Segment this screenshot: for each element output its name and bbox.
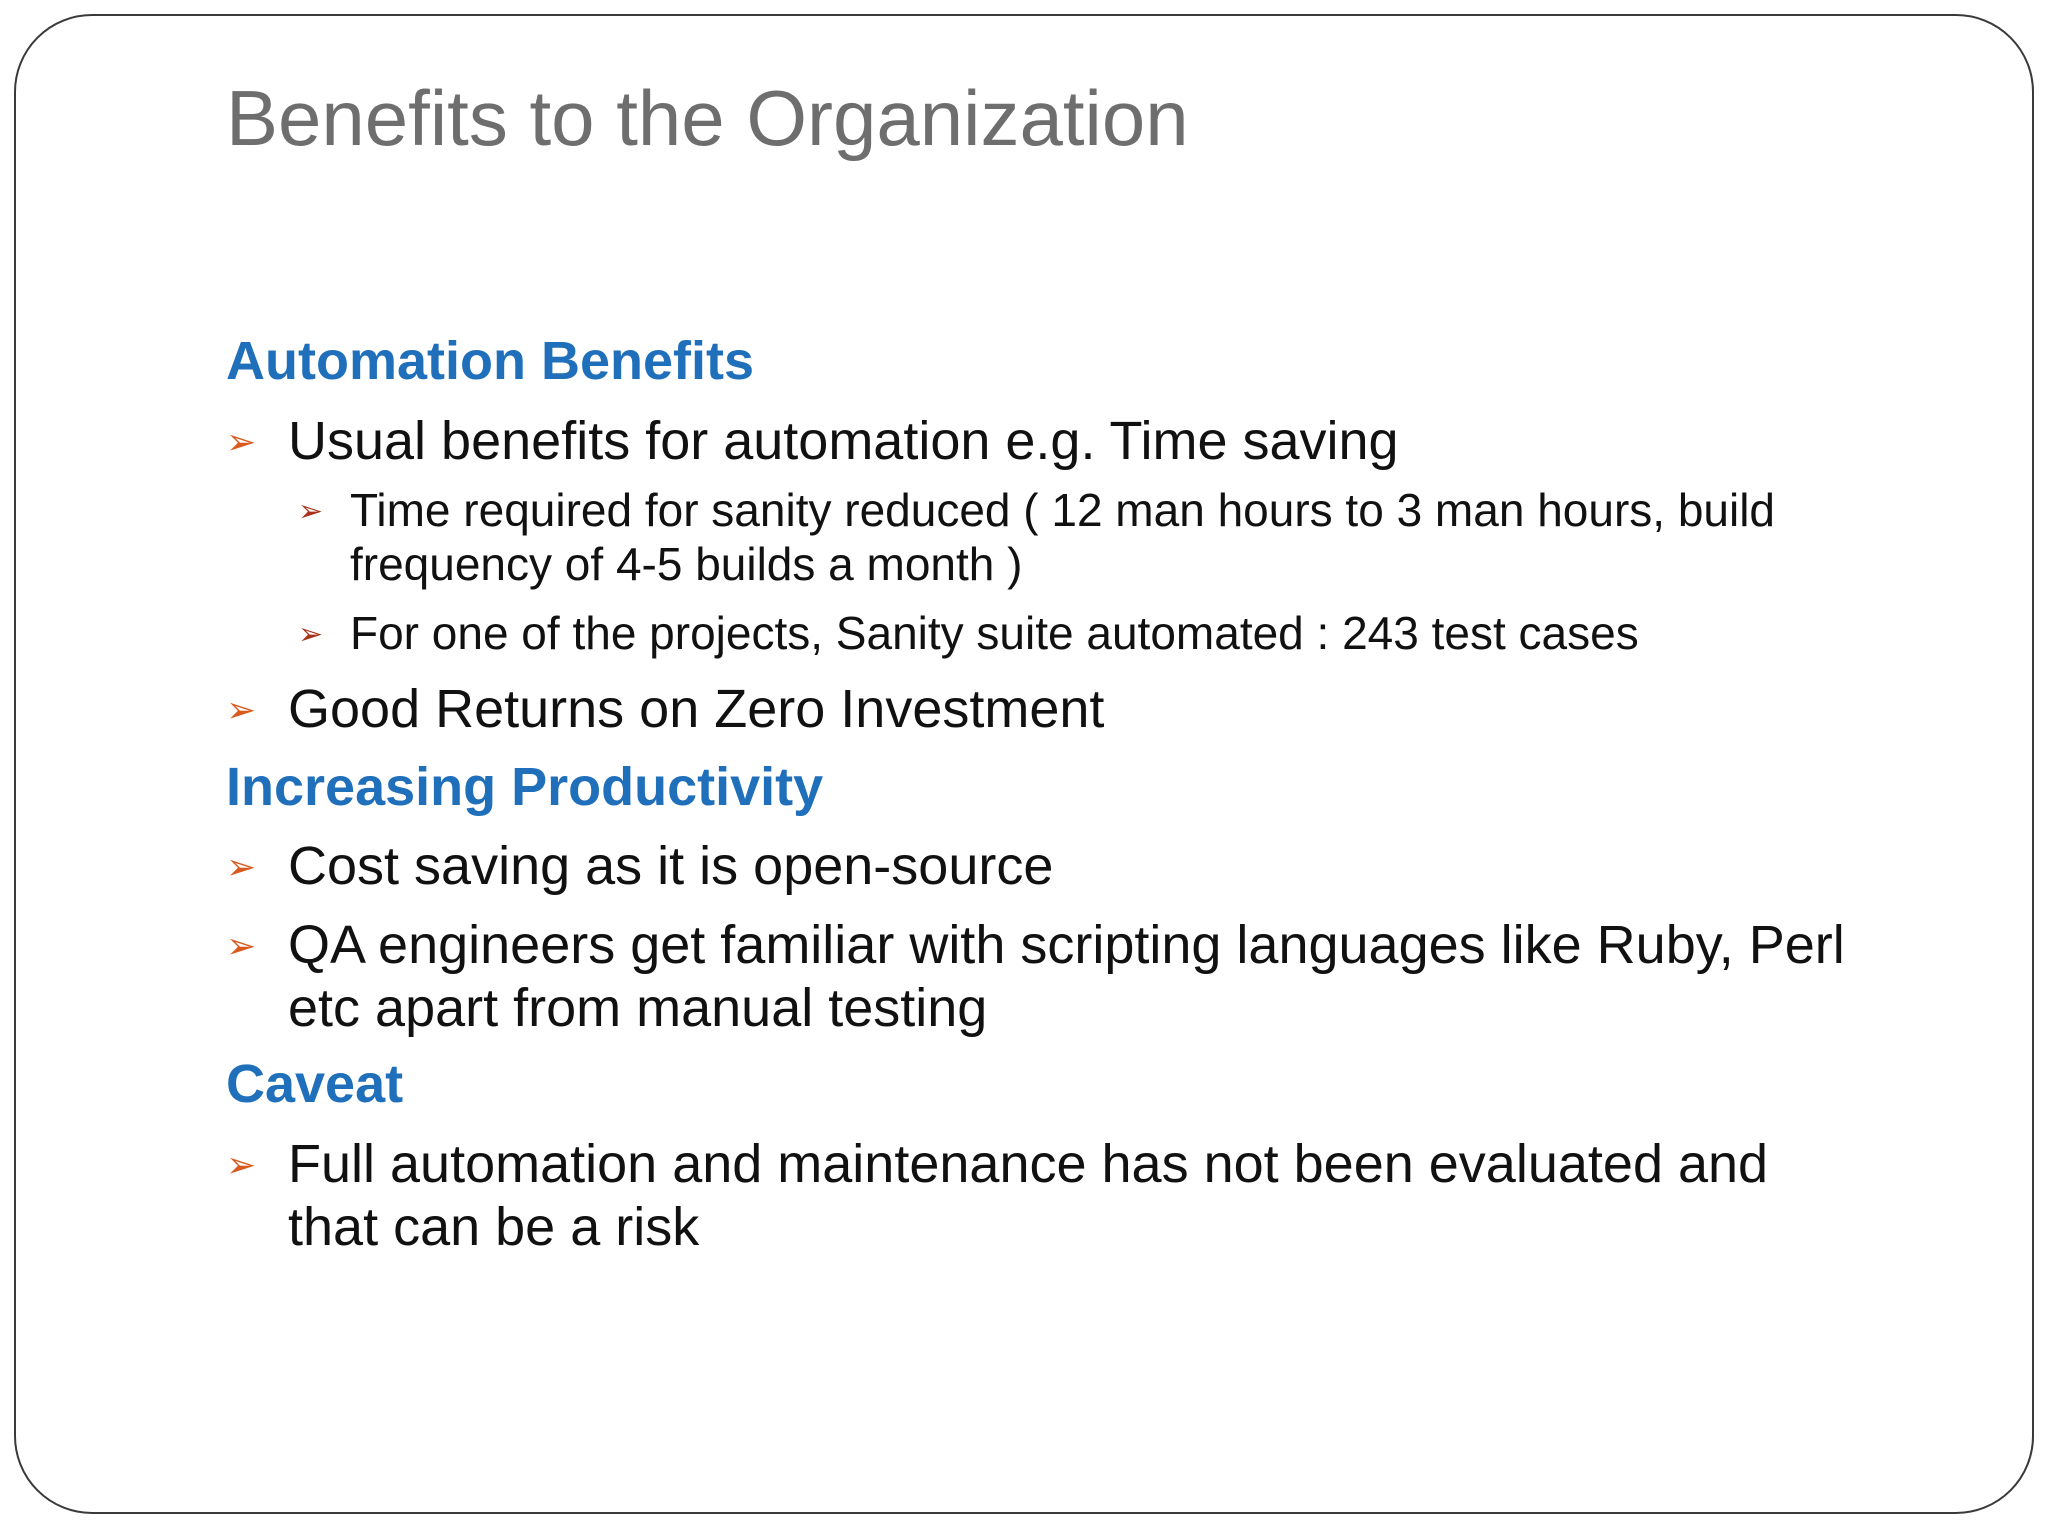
bullet-arrow-icon: ➢: [298, 617, 324, 652]
bullet-text: QA engineers get familiar with scripting languages like Ruby, Perl etc apart from manual testing: [288, 915, 1845, 1039]
bullet-arrow-icon: ➢: [226, 926, 257, 967]
bullet-item: [226, 678, 1866, 741]
slide-title: Benefits to the Organization: [226, 74, 1189, 162]
bullet-arrow-icon: ➢: [226, 690, 257, 731]
bullet-text: Full automation and maintenance has not been evaluated and that can be a risk: [288, 1134, 1769, 1258]
bullet-item: [226, 835, 1866, 898]
bullet-arrow-icon: ➢: [298, 494, 324, 529]
bullet-item: [226, 1133, 1866, 1259]
bullet-text: Good Returns on Zero Investment: [288, 679, 1105, 739]
bullet-arrow-icon: ➢: [226, 422, 257, 463]
sub-bullet-item: [298, 484, 1858, 592]
bullet-arrow-icon: ➢: [226, 847, 257, 888]
section-heading-increasing-productivity: Increasing Productivity: [226, 757, 824, 817]
bullet-item: [226, 914, 1866, 1040]
bullet-text: For one of the projects, Sanity suite automated : 243 test cases: [350, 607, 1639, 659]
sub-bullet-item: [298, 607, 1858, 661]
section-heading-caveat: Caveat: [226, 1054, 404, 1114]
bullet-item: [226, 410, 1866, 473]
bullet-text: Cost saving as it is open-source: [288, 836, 1054, 896]
bullet-arrow-icon: ➢: [226, 1145, 257, 1186]
bullet-text: Usual benefits for automation e.g. Time saving: [288, 411, 1399, 471]
bullet-text: Time required for sanity reduced ( 12 man hours to 3 man hours, build frequency of 4-5 builds a month ): [350, 484, 1776, 590]
section-heading-automation-benefits: Automation Benefits: [226, 331, 755, 391]
